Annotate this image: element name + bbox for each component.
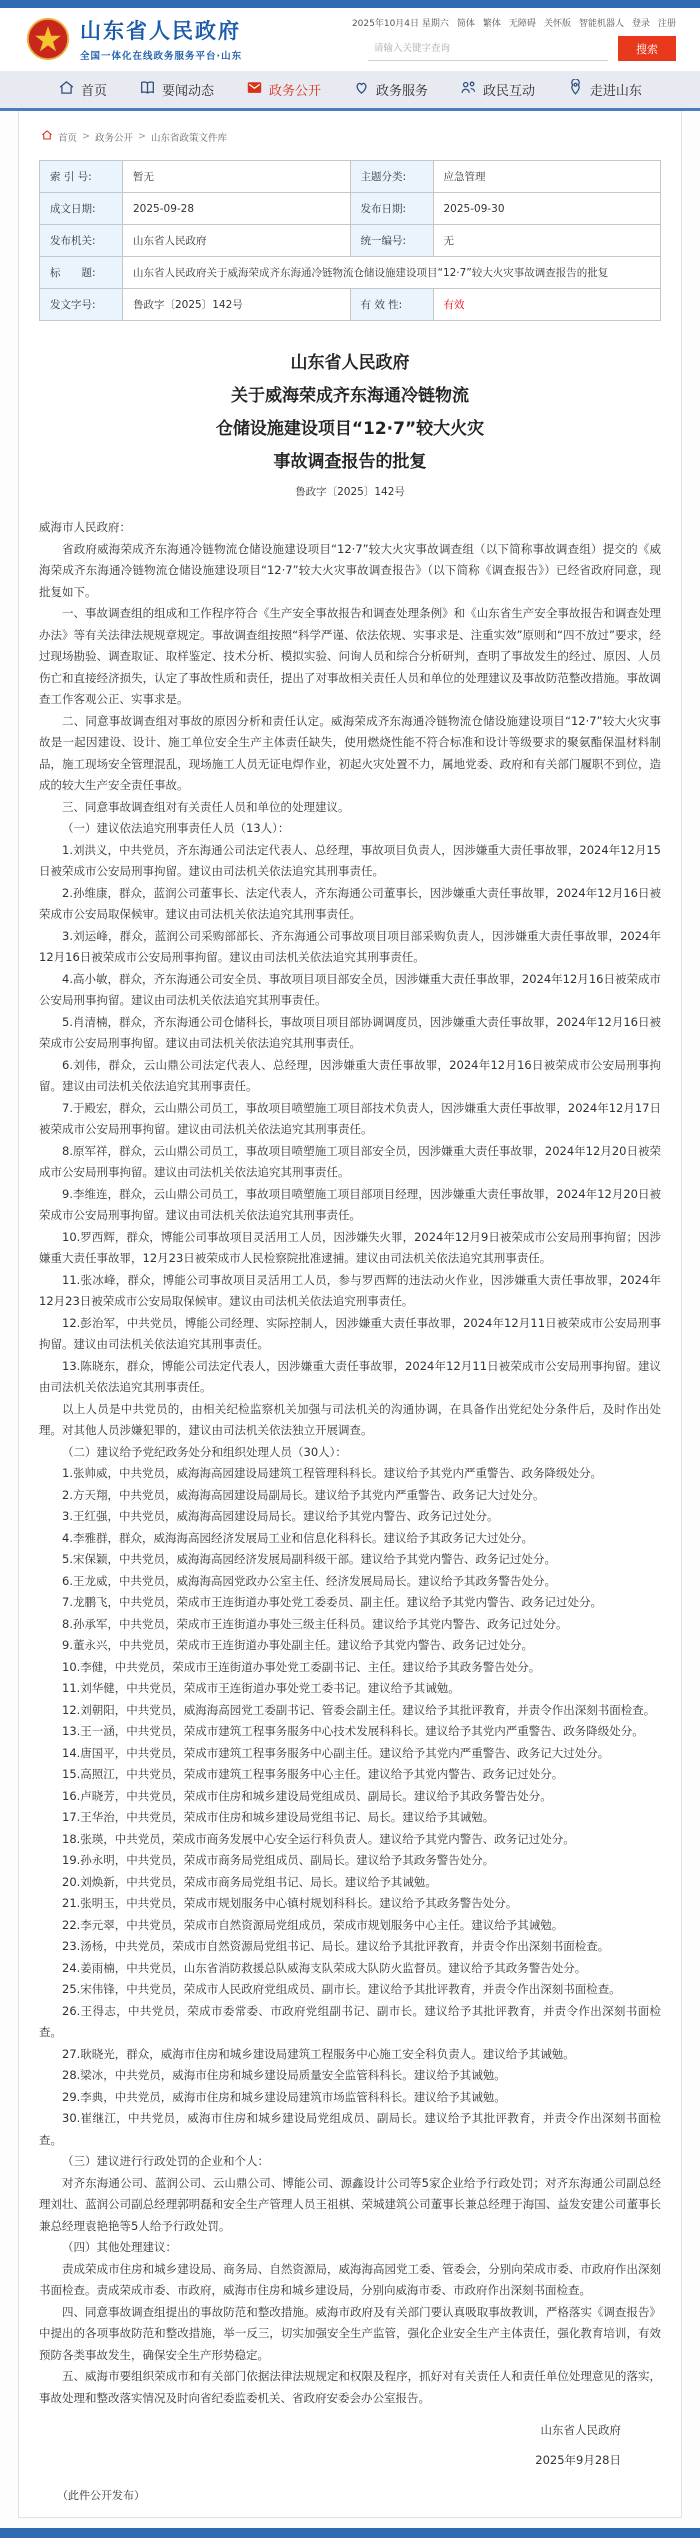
quick-links [457,16,676,29]
main-nav [0,71,700,108]
breadcrumb [39,121,661,160]
body-paragraph: 1.刘洪义，中共党员，齐东海通公司法定代表人、总经理，事故项目负责人，因涉嫌重大责任事故罪，2024年12月15日被荣成市公安局刑事拘留。建议由司法机关依法追究其刑事责任。 [39,842,661,878]
meta-value: 山东省人民政府 [123,225,351,257]
body-paragraph: 一、事故调查组的组成和工作程序符合《生产安全事故报告和调查处理条例》和《山东省生产安全事故报告和调查处理办法》等有关法律法规规章规定。事故调查组按照“科学严谨、依法依规、实事求是、注重实效”原则和“四不放过”要求，经过现场勘验、调查取证、取样鉴定、技术分析、模拟实验、问询人员和综合分析研判，查明了事故发生的经过、原因、人员伤亡和直接经济损失，认定了事故性质和责任，提出了对事故相关责任人员和单位的处理建议及事故防范整改措施。事故调查工作客观公正、实事求是。 [39,606,661,706]
body-paragraph: 22.李元翠，中共党员，荣成市自然资源局党组成员，荣成市规划服务中心主任。建议给予其诫勉。 [62,1917,564,1932]
meta-table-row [40,257,661,289]
body-paragraph: 23.汤杨，中共党员，荣成市自然资源局党组书记、局长。建议给予其批评教育，并责令作出深刻书面检查。 [62,1939,610,1953]
body-paragraph: 4.高小敏，群众，齐东海通公司安全员、事故项目项目部安全员，因涉嫌重大责任事故罪，2024年12月16日被荣成市公安局刑事拘留。建议由司法机关依法追究其刑事责任。 [39,971,661,1007]
brand-text [80,15,242,62]
body-paragraph: 17.王华治，中共党员，荣成市住房和城乡建设局党组书记、局长。建议给予其诫勉。 [62,1810,495,1824]
body-paragraph: 9.李维连，群众，云山鼎公司员工，事故项目喷塑施工项目部项目经理，因涉嫌重大责任事故罪，2024年12月20日被荣成市公安局刑事拘留。建议由司法机关依法追究其刑事责任。 [39,1186,661,1222]
meta-label: 统一编号: [350,225,433,257]
meta-table-body [40,161,661,321]
document-body [39,539,661,2410]
nav-item-label: 走进山东 [589,84,642,99]
body-paragraph: 27.耿晓光，群众，威海市住房和城乡建设局建筑工程服务中心施工安全科负责人。建议给予其诫勉。 [62,2046,575,2061]
meta-label: 成文日期: [40,193,123,225]
disclosure-icon [246,79,263,100]
body-paragraph: 10.罗西辉，群众，博能公司事故项目灵活用工人员，因涉嫌失火罪，2024年12月9日被荣成市公安局刑事拘留；因涉嫌重大责任事故罪，12月23日被荣成市人民检察院批准逮捕。建议由司法机关依法追究其刑事责任。 [39,1229,661,1265]
body-paragraph: 8.原军祥，群众，云山鼎公司员工，事故项目喷塑施工项目部安全员，因涉嫌重大责任事故罪，2024年12月20日被荣成市公安局刑事拘留。建议由司法机关依法追究其刑事责任。 [39,1143,661,1179]
body-paragraph: 10.李健，中共党员，荣成市王连街道办事处党工委副书记、主任。建议给予其政务警告处分。 [62,1659,541,1674]
interact-icon [460,79,477,100]
signature-org: 山东省人民政府 [540,2423,621,2437]
nav-item-news[interactable] [139,79,214,100]
document-meta-table [39,160,661,321]
quick-link-traditional[interactable]: 繁体 [482,19,501,29]
brand [26,15,242,62]
meta-value: 有效 [433,289,661,321]
body-paragraph: 28.梁冰，中共党员，威海市住房和城乡建设局质量安全监管科科长。建议给予其诫勉。 [62,2068,506,2082]
body-paragraph: 19.孙永明，中共党员，荣成市商务局党组成员、副局长。建议给予其政务警告处分。 [62,1853,495,1867]
breadcrumb-item[interactable]: 政务公开 [94,132,133,144]
breadcrumb-item[interactable]: 首页 [58,132,78,144]
body-paragraph: 三、同意事故调查组对有关责任人员和单位的处理建议。 [62,799,350,814]
body-paragraph: （三）建议进行行政处罚的企业和个人： [62,2154,269,2168]
body-paragraph: 16.卢晓芳，中共党员，荣成市住房和城乡建设局党组成员、副局长。建议给予其政务警告处分。 [62,1788,552,1803]
body-paragraph: （二）建议给予党纪政务处分和组织处理人员（30人）： [62,1444,347,1459]
meta-table-row [40,225,661,257]
body-paragraph: 29.李典，中共党员，威海市住房和城乡建设局建筑市场监管科科长。建议给予其诫勉。 [62,2089,506,2104]
document-title-line: 事故调查报告的批复 [273,452,427,472]
body-paragraph: 18.张瑛，中共党员，荣成市商务发展中心安全运行科负责人。建议给予其党内警告、政务记过处分。 [62,1831,575,1846]
news-icon [139,79,156,100]
footer-blue-bar [0,2528,700,2538]
nav-item-label: 政务服务 [375,84,428,99]
body-paragraph: 5.肖清楠，群众，齐东海通公司仓储科长，事故项目项目部协调调度员，因涉嫌重大责任事故罪，2024年12月16日被荣成市公安局刑事拘留。建议由司法机关依法追究其刑事责任。 [39,1014,661,1050]
breadcrumb-item: 山东省政策文件库 [150,132,227,144]
meta-label: 标 题: [40,257,123,289]
search-input[interactable] [368,37,608,61]
site-header [0,8,700,71]
meta-label: 发文字号: [40,289,123,321]
meta-value: 鲁政字〔2025〕142号 [123,289,351,321]
body-paragraph: 以上人员是中共党员的，由相关纪检监察机关加强与司法机关的沟通协调，在具备作出党纪处分条件后，及时作出处理。对其他人员涉嫌犯罪的，建议由司法机关依法独立开展调查。 [39,1401,661,1437]
search-row [368,36,676,61]
body-paragraph: 11.张冰峰，群众，博能公司事故项目灵活用工人员，参与罗西辉的违法动火作业，因涉嫌重大责任事故罪，2024年12月23日被荣成市公安局取保候审。建议由司法机关依法追究刑事责任。 [39,1272,661,1308]
signature-block [39,2415,661,2475]
body-paragraph: 7.龙鹏飞，中共党员，荣成市王连街道办事处党工委委员、副主任。建议给予其党内警告、政务记过处分。 [62,1595,602,1609]
body-paragraph: 11.刘华健，中共党员，荣成市王连街道办事处党工委书记。建议给予其诫勉。 [62,1681,460,1695]
site-subtitle: 全国一体化在线政务服务平台·山东 [80,51,243,62]
nav-item-label: 政务公开 [268,84,321,99]
date-text: 2025年10月4日 星期六 [351,19,449,29]
meta-table-row [40,289,661,321]
signature-date: 2025年9月28日 [535,2453,621,2467]
body-paragraph: 12.刘朝阳，中共党员，威海海高园党工委副书记、管委会副主任。建议给予其批评教育，并责令作出深刻书面检查。 [62,1702,656,1717]
meta-value: 应急管理 [433,161,661,193]
body-paragraph: 3.王红强，中共党员，威海海高园建设局局长。建议给予其党内警告、政务记过处分。 [62,1509,499,1523]
body-paragraph: 13.陈晓东，群众，博能公司法定代表人，因涉嫌重大责任事故罪，2024年12月11日被荣成市公安局刑事拘留。建议由司法机关依法追究其刑事责任。 [39,1358,661,1394]
search-button[interactable]: 搜索 [618,36,676,61]
document-title-line: 山东省人民政府 [290,353,410,373]
body-paragraph: 省政府威海荣成齐东海通冷链物流仓储设施建设项目“12·7”较大火灾事故调查组（以下简称事故调查组）提交的《威海荣成齐东海通冷链物流仓储设施建设项目“12·7”较大火灾事故调查报告》（以下简称《调查报告》）已经省政府同意，现批复如下。 [39,541,661,599]
body-paragraph: 4.李雅群，群众，威海海高园经济发展局工业和信息化科科长。建议给予其政务记大过处分。 [62,1530,533,1545]
body-paragraph: 责成荣成市住房和城乡建设局、商务局、自然资源局，威海海高园党工委、管委会，分别向荣成市委、市政府作出深刻书面检查。责成荣成市委、市政府，威海市住房和城乡建设局，分别向威海市委、市政府作出深刻书面检查。 [39,2261,661,2297]
header-meta-line [352,16,676,29]
shandong-icon [567,79,584,100]
body-paragraph: 1.张帅威，中共党员，威海海高园建设局建筑工程管理科科长。建议给予其党内严重警告、政务降级处分。 [62,1466,602,1480]
nav-item-label: 首页 [81,84,108,99]
body-paragraph: 2.方天翔，中共党员，威海海高园建设局副局长。建议给予其党内严重警告、政务记大过处分。 [62,1487,545,1502]
public-release-note: （此件公开发布） [57,2489,145,2502]
body-paragraph: 24.姜雨楠，中共党员，山东省消防救援总队威海支队荣成大队防火监督员。建议给予其政务警告处分。 [62,1960,587,1975]
body-paragraph: 15.高照江，中共党员，荣成市建筑工程事务服务中心主任。建议给予其党内警告、政务记过处分。 [62,1767,564,1781]
breadcrumb-separator: > [138,131,146,142]
body-paragraph: 30.崔继江，中共党员，威海市住房和城乡建设局党组成员、副局长。建议给予其批评教育，并责令作出深刻书面检查。 [39,2111,661,2147]
body-paragraph: 5.宋保颖，中共党员，威海海高园经济发展局副科级干部。建议给予其党内警告、政务记过处分。 [62,1552,556,1566]
meta-table-row [40,161,661,193]
body-paragraph: （四）其他处理建议： [62,2240,177,2254]
breadcrumb-separator: > [82,131,90,142]
meta-value: 2025-09-28 [123,193,351,225]
body-paragraph: 四、同意事故调查组提出的事故防范和整改措施。威海市政府及有关部门要认真吸取事故教训，严格落实《调查报告》中提出的各项事故防范和整改措施，举一反三，切实加强安全生产监管，强化企业安全生产主体责任，强化教育培训，有效预防各类事故发生，确保安全生产形势稳定。 [39,2304,661,2362]
document-title [39,347,661,479]
body-paragraph: 12.彭治军，中共党员，博能公司经理、实际控制人，因涉嫌重大责任事故罪，2024年12月11日被荣成市公安局刑事拘留。建议由司法机关依法追究其刑事责任。 [39,1315,661,1351]
meta-value: 暂无 [123,161,351,193]
body-paragraph: 20.刘焕新，中共党员，荣成市商务局党组书记、局长。建议给予其诫勉。 [62,1874,437,1889]
national-emblem-logo [26,17,70,61]
top-blue-bar [0,0,700,8]
meta-table-row [40,193,661,225]
body-paragraph: 9.董永兴，中共党员，荣成市王连街道办事处副主任。建议给予其党内警告、政务记过处分。 [62,1638,533,1652]
body-paragraph: （一）建议依法追究刑事责任人员（13人）： [62,821,290,835]
body-paragraph: 2.孙维康，群众，蓝润公司董事长、法定代表人，齐东海通公司董事长，因涉嫌重大责任事故罪，2024年12月16日被荣成市公安局取保候审。建议由司法机关依法追究其刑事责任。 [39,885,661,921]
body-paragraph: 对齐东海通公司、蓝润公司、云山鼎公司、博能公司、源鑫设计公司等5家企业给予行政处罚；对齐东海通公司副总经理刘壮、蓝润公司副总经理郭明磊和安全生产管理人员王祖棋、荣城建筑公司董事长兼总经理于海国、益发安建公司董事长兼总经理袁艳艳等5人给予行政处罚。 [39,2175,661,2233]
quick-link-care-version[interactable]: 关怀版 [543,19,571,29]
service-icon [353,79,370,100]
content-card [18,111,682,2518]
nav-item-interact[interactable] [460,79,535,100]
nav-item-label: 要闻动态 [161,84,214,99]
body-paragraph: 14.唐国平，中共党员，荣成市建筑工程事务服务中心副主任。建议给予其党内严重警告、政务记大过处分。 [62,1745,610,1760]
body-paragraph: 7.于殿宏，群众，云山鼎公司员工，事故项目喷塑施工项目部技术负责人，因涉嫌重大责任事故罪，2024年12月17日被荣成市公安局刑事拘留。建议由司法机关依法追究其刑事责任。 [39,1100,661,1136]
body-paragraph: 二、同意事故调查组对事故的原因分析和责任认定。威海荣成齐东海通冷链物流仓储设施建设项目“12·7”较大火灾事故是一起因建设、设计、施工单位安全生产主体责任缺失，使用燃烧性能不符合标准和设计等级要求的聚氨酯保温材料制品，施工现场安全管理混乱，现场施工人员无证电焊作业，初起火灾处置不力，属地党委、政府和有关部门履职不到位，造成的较大生产安全责任事故。 [39,713,661,792]
body-paragraph: 8.孙承军，中共党员，荣成市王连街道办事处三级主任科员。建议给予其党内警告、政务记过处分。 [62,1616,568,1631]
quick-link-register[interactable]: 注册 [657,19,676,29]
document-title-line: 仓储设施建设项目“12·7”较大火灾 [215,419,485,439]
quick-link-login[interactable]: 登录 [631,19,650,29]
body-paragraph: 6.王龙威，中共党员，威海海高园党政办公室主任、经济发展局局长。建议给予其政务警告处分。 [62,1573,556,1588]
meta-label: 索 引 号: [40,161,123,193]
meta-value: 无 [433,225,661,257]
meta-value: 山东省人民政府关于威海荣成齐东海通冷链物流仓储设施建设项目“12·7”较大火灾事故调查报告的批复 [123,257,661,289]
document-number: 鲁政字〔2025〕142号 [295,486,405,498]
body-paragraph: 13.王一涵，中共党员，荣成市建筑工程事务服务中心技术发展科科长。建议给予其党内严重警告、政务降级处分。 [62,1724,644,1738]
meta-value: 2025-09-30 [433,193,661,225]
meta-label: 发布日期: [350,193,433,225]
body-paragraph: 五、威海市要组织荣成市和有关部门依据法律法规规定和权限及程序，抓好对有关责任人和责任单位处理意见的落实，事故处理和整改落实情况及时向省纪委监委机关、省政府安委会办公室报告。 [39,2369,661,2405]
header-right [352,16,676,61]
salutation: 威海市人民政府： [39,520,131,534]
breadcrumb-home-icon [41,129,53,144]
site-name: 山东省人民政府 [80,19,241,43]
nav-item-service[interactable] [353,79,428,100]
quick-link-accessibility[interactable]: 无障碍 [508,19,536,29]
nav-item-home[interactable] [58,79,107,100]
nav-item-disclosure[interactable] [246,79,321,100]
meta-label: 主题分类: [350,161,433,193]
nav-item-label: 政民互动 [482,84,535,99]
body-paragraph: 6.刘伟，群众，云山鼎公司法定代表人、总经理，因涉嫌重大责任事故罪，2024年12月16日被荣成市公安局刑事拘留。建议由司法机关依法追究其刑事责任。 [39,1057,661,1093]
body-paragraph: 3.刘运峰，群众，蓝润公司采购部部长、齐东海通公司事故项目项目部采购负责人，因涉嫌重大责任事故罪，2024年12月16日被荣成市公安局刑事拘留。建议由司法机关依法追究其刑事责任。 [39,928,661,964]
nav-item-shandong[interactable] [567,79,642,100]
quick-link-simplified[interactable]: 简体 [456,19,475,29]
meta-label: 发布机关: [40,225,123,257]
home-icon [58,79,75,100]
body-paragraph: 21.张明玉，中共党员，荣成市规划服务中心镇村规划科科长。建议给予其政务警告处分。 [62,1896,518,1910]
quick-link-smart-robot[interactable]: 智能机器人 [578,19,624,29]
meta-label: 有 效 性: [350,289,433,321]
body-paragraph: 26.王得志，中共党员，荣成市委常委、市政府党组副书记、副市长。建议给予其批评教育，并责令作出深刻书面检查。 [39,2003,661,2039]
document-title-line: 关于威海荣成齐东海通冷链物流 [231,386,469,406]
body-paragraph: 25.宋伟锋，中共党员，荣成市人民政府党组成员、副市长。建议给予其批评教育，并责令作出深刻书面检查。 [62,1982,621,1996]
